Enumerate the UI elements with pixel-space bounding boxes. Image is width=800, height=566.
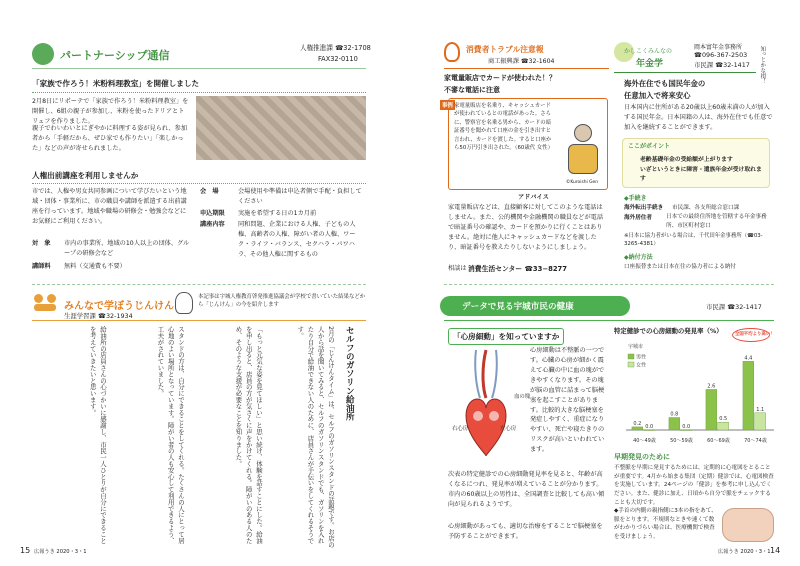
content-value: 同和問題、企業における人権、子どもの人権、高齢者の人権、障がい者の人権、ワーク・ライフ・バランス、セクハラ・パワハラ、その他人権に関するもの (238, 221, 356, 258)
pay-title: ◆納付方法 (624, 254, 653, 261)
elderly-woman-illustration (562, 124, 604, 176)
pension-section-small: かしこくみんなの (624, 48, 673, 55)
health-question: 「心房細動」を知っていますか (448, 328, 564, 345)
proc-note: ※日本に協力者がいる場合は、千代田年金事務所（☎03-3265-4381） (624, 233, 763, 248)
heart-illustration (446, 346, 526, 466)
consumer-headline2: 不審な電話に注意 (444, 86, 500, 94)
pension-side-label: 知っとかな損！ (759, 46, 766, 84)
footer-right-page-number: 14 (770, 546, 781, 555)
proc-title: ◆手続き (624, 195, 647, 202)
footer-right-text: 広報うき 2020・3・1 (718, 549, 771, 555)
chart-data-label: 4.4 (744, 355, 753, 362)
consumer-dept: 商工振興課 ☎32-1604 (488, 58, 555, 65)
heart-label-clot: 血の塊 (514, 394, 531, 400)
partnership-icon (32, 43, 54, 65)
consumer-case-text: 家電量販店を名乗り、キャッシュカードが使われているとの電話があった。さらに、警察官を名乗る男から、カードの暗証番号を聞かれて口座の金を引き出すと言われ、カードを渡した。すると口座から50万円引き出された。（60歳代 女性） (454, 103, 553, 151)
chart-category-label: 70〜74歳 (744, 438, 767, 444)
chart-bar (755, 413, 766, 430)
minna-col1: 2月の「じんけんタイム」は、セルフのガソリンスタンドの話題です。お店の人から話を聞いてみると、セルフのガソリンスタンドでも、ガソリンを入れたり自分で給油できない人のために、店員さんが手伝いをしてくれるそうです。 (296, 326, 335, 548)
chart-category-label: 40〜49歳 (633, 438, 656, 444)
advice-label: アドバイス (518, 194, 549, 201)
chart-bar (718, 422, 729, 430)
af-detection-chart (612, 338, 778, 448)
pension-point1: 老齢基礎年金の受給額が上がります (640, 157, 733, 163)
minna-col3: スタンドの方は、自分にできることをしてくれる。たくさんの人にとって居心地のよい場所となっています。障がい者の人も安心して利用できるよう、工夫がされていました。 (156, 326, 185, 544)
pension-section-title: 年金学 (636, 59, 664, 69)
consumer-section-title: 消費者トラブル注意報 (466, 45, 544, 54)
proc2-label: 海外居住者 (624, 215, 652, 221)
chart-data-label: 2.6 (707, 383, 716, 390)
early-body: 不整脈を早期に発見するためには、定期的に心電図をとることが重要です。4月から始まる集団（定期）健診では、心電図検査を実施しています。24ページの「健診」を参考に申し込んでください。また、健診に加え、日頃から自分で脈をチェックすることも大切です。 (614, 465, 774, 506)
pulse-tip: ◆手首の内側の親指側に3本の指をあて、脈をとります。不規則なときや速くて数がわかりづらい場合は、医療機関で検査を受けましょう。 (614, 508, 717, 540)
pension-office: 岡本富年金事務所 (694, 44, 743, 51)
health-section-title: データで見る宇城市民の健康 (462, 302, 574, 312)
partnership-headline: 「家族で作ろう！米粉料理教室」を開催しました (32, 79, 200, 88)
chart-title: 特定健診での心房細動の発見率（%） (614, 327, 723, 335)
minna-section-title: みんなで学ぼうじんけん (64, 301, 174, 312)
chart-legend-title: 宇城市 (628, 344, 644, 350)
venue-value: 会場使用や準備は申込者側で手配・負担してください (238, 188, 362, 205)
pension-office-phone: ☎096-367-2503 (694, 51, 748, 59)
minna-article-title: セルフのガソリン給油所 (344, 326, 355, 421)
proc1-label: 海外転出手続き (624, 205, 664, 211)
chart-bar (632, 427, 643, 430)
chart-legend-label: 男性 (636, 354, 647, 361)
health-dept: 市民課 ☎32-1417 (706, 303, 762, 311)
chart-bar (743, 361, 754, 430)
teacher-portrait-icon (175, 292, 193, 314)
apply-value: 実施を希望する日の1カ月前 (238, 210, 317, 217)
chart-category-label: 50〜59歳 (670, 438, 693, 444)
chart-legend-swatch (628, 354, 634, 359)
early-title: 早期発見のために (614, 453, 670, 461)
footer-left-page-number: 15 (20, 546, 31, 555)
pension-headline1: 海外在住でも国民年金の (624, 79, 706, 88)
venue-label: 会 場 (200, 188, 219, 195)
wrist-pulse-illustration (722, 508, 774, 542)
partnership-body2: 親子でわいわいとにぎやかに料理する姿が見られ、参加者から「手軽だから、ぜひ家でも作りたい」「楽しかった」などの声が寄せられました。 (32, 125, 188, 152)
health-body2: 次表の特定健診での心房細動発見率を見ると、年齢が高くなるにつれ、発見率が増えていることが分かります。市内の60歳以上の男性は、全国調査と比較しても高い傾向が見られるようです。 (448, 471, 605, 508)
chart-legend-label: 女性 (636, 362, 647, 369)
fee-label: 講師料 (32, 263, 51, 270)
proc2-value: 日本での最終住所地を管轄する年金事務所、市区町村窓口 (666, 214, 767, 229)
consumer-icon (444, 42, 460, 62)
proc1-value: 市民課、各支所総合窓口課 (672, 205, 740, 211)
heart-label-left-atrium: 左心房 (500, 426, 517, 432)
pension-point2: いざというときに障害・遺族年金が受け取れます (640, 167, 762, 182)
heart-label-right-atrium: 右心房 (452, 426, 469, 432)
fee-value: 無料（交通費も不要） (64, 263, 126, 270)
illustration-credit: ©Kuroishi Gen (566, 180, 599, 185)
health-body1: 心房細動は不整脈の一つです。心臓の心房が細かく震えて心臓の中に血の塊ができやすくなります。その塊が脳の血管に詰まって脳梗塞を起こすことがあります。比較的大きな脳梗塞を発症しやすく、重症になりやすい、死亡や寝たきりのリスクが高いといわれています。 (530, 347, 605, 454)
chart-data-label: 1.1 (756, 406, 765, 413)
chart-data-label: 0.5 (719, 416, 728, 423)
partnership-section-title: パートナーシップ通信 (60, 49, 170, 62)
chart-data-label: 0.2 (633, 420, 642, 427)
partnership-dept: 人権推進課 ☎32-1708 (300, 44, 371, 52)
people-icon (34, 294, 60, 312)
partnership-body1: 2月8日にリポーテで「家族で作ろう！米粉料理教室」を開催し、6組の親子が参加し、米粉を使ったドリアとトリュフを作りました。 (32, 98, 189, 125)
target-value: 市内の事業所、地域の10人以上の団体、グループの研修会など (64, 240, 190, 257)
pension-dept: 市民課 ☎32-1417 (694, 61, 750, 69)
pension-headline2: 任意加入で将来安心 (624, 91, 691, 100)
consumer-headline1: 家電量販店でカードが使われた！？ (444, 74, 556, 82)
consumer-advice: 家電量販店などは、直接顧客に対してこのような電話はしません。また、公的機関や金融機関の職員などが電話で暗証番号の確認や、カードを預かりに行くことはありません。絶対に他人にキャッシュカードなどを渡したり、暗証番号を教えたりしないようにしましょう。 (448, 204, 604, 251)
consumer-contact: 消費生活センター ☎33−8277 (468, 265, 568, 273)
chart-category-label: 60〜69歳 (707, 438, 730, 444)
minna-col4: 給油所の店員さんの心づかいに感謝し、市民一人ひとりが自分にできることを考えていきたいと思います。 (88, 326, 107, 544)
target-label: 対 象 (32, 240, 51, 247)
pension-body: 日本国内に住所がある20歳以上60歳未満の人が加入する国民年金。日本国籍の人は、海外在住でも任意で加入を継続することができます。 (624, 104, 773, 131)
chart-bar (681, 430, 692, 431)
consumer-contact-label: 相談は (448, 265, 467, 272)
minna-col2: 「もっと元気な姿を見てほしい」と思い続け、体験を話すことにした。給油を申し出ると、店員の方が気さくに声をかけてくれる。障がいのある人のため、そのような支援が必要なことを知りました。 (234, 326, 263, 544)
chart-data-label: 0.0 (645, 424, 654, 430)
chart-callout-text: 全国平均より高い！ (735, 332, 775, 337)
content-label: 講座内容 (200, 221, 225, 228)
pay-value: 口座振替または日本在住の協力者による納付 (624, 264, 736, 270)
partnership-body3: 市では、人権や男女共同参画について学びたいという地域・団体・事業所に、市の職員や講師を派遣する出前講座を行っています。地域や職場の研修会・勉強会などにお気軽にご利用ください。 (32, 188, 187, 225)
chart-bar (669, 418, 680, 430)
health-body3: 心房細動があっても、適切な治療をすることで脳梗塞を予防することができます。 (448, 523, 603, 540)
chart-bar (644, 430, 655, 431)
chart-data-label: 0.0 (682, 424, 691, 430)
minna-note: 本記事は宇城人権教育啓発推進協議会が学校で書いていた結果などから「じんけん」の今を紹介します (198, 294, 366, 309)
chart-bar (706, 389, 717, 430)
apply-label: 申込期限 (200, 210, 225, 217)
footer-left-text: 広報うき 2020・3・1 (34, 549, 87, 555)
pension-point-title: ここがポイント (628, 143, 671, 150)
cooking-class-photo (196, 96, 366, 160)
partnership-sub-heading: 人権出前講座を利用しませんか (32, 171, 139, 180)
partnership-fax: FAX32-0110 (318, 55, 358, 63)
minna-dept: 生涯学習課 ☎32-1934 (64, 312, 133, 320)
chart-legend-swatch (628, 362, 634, 367)
chart-data-label: 0.8 (670, 411, 679, 418)
case-label: 事例 (440, 100, 455, 110)
